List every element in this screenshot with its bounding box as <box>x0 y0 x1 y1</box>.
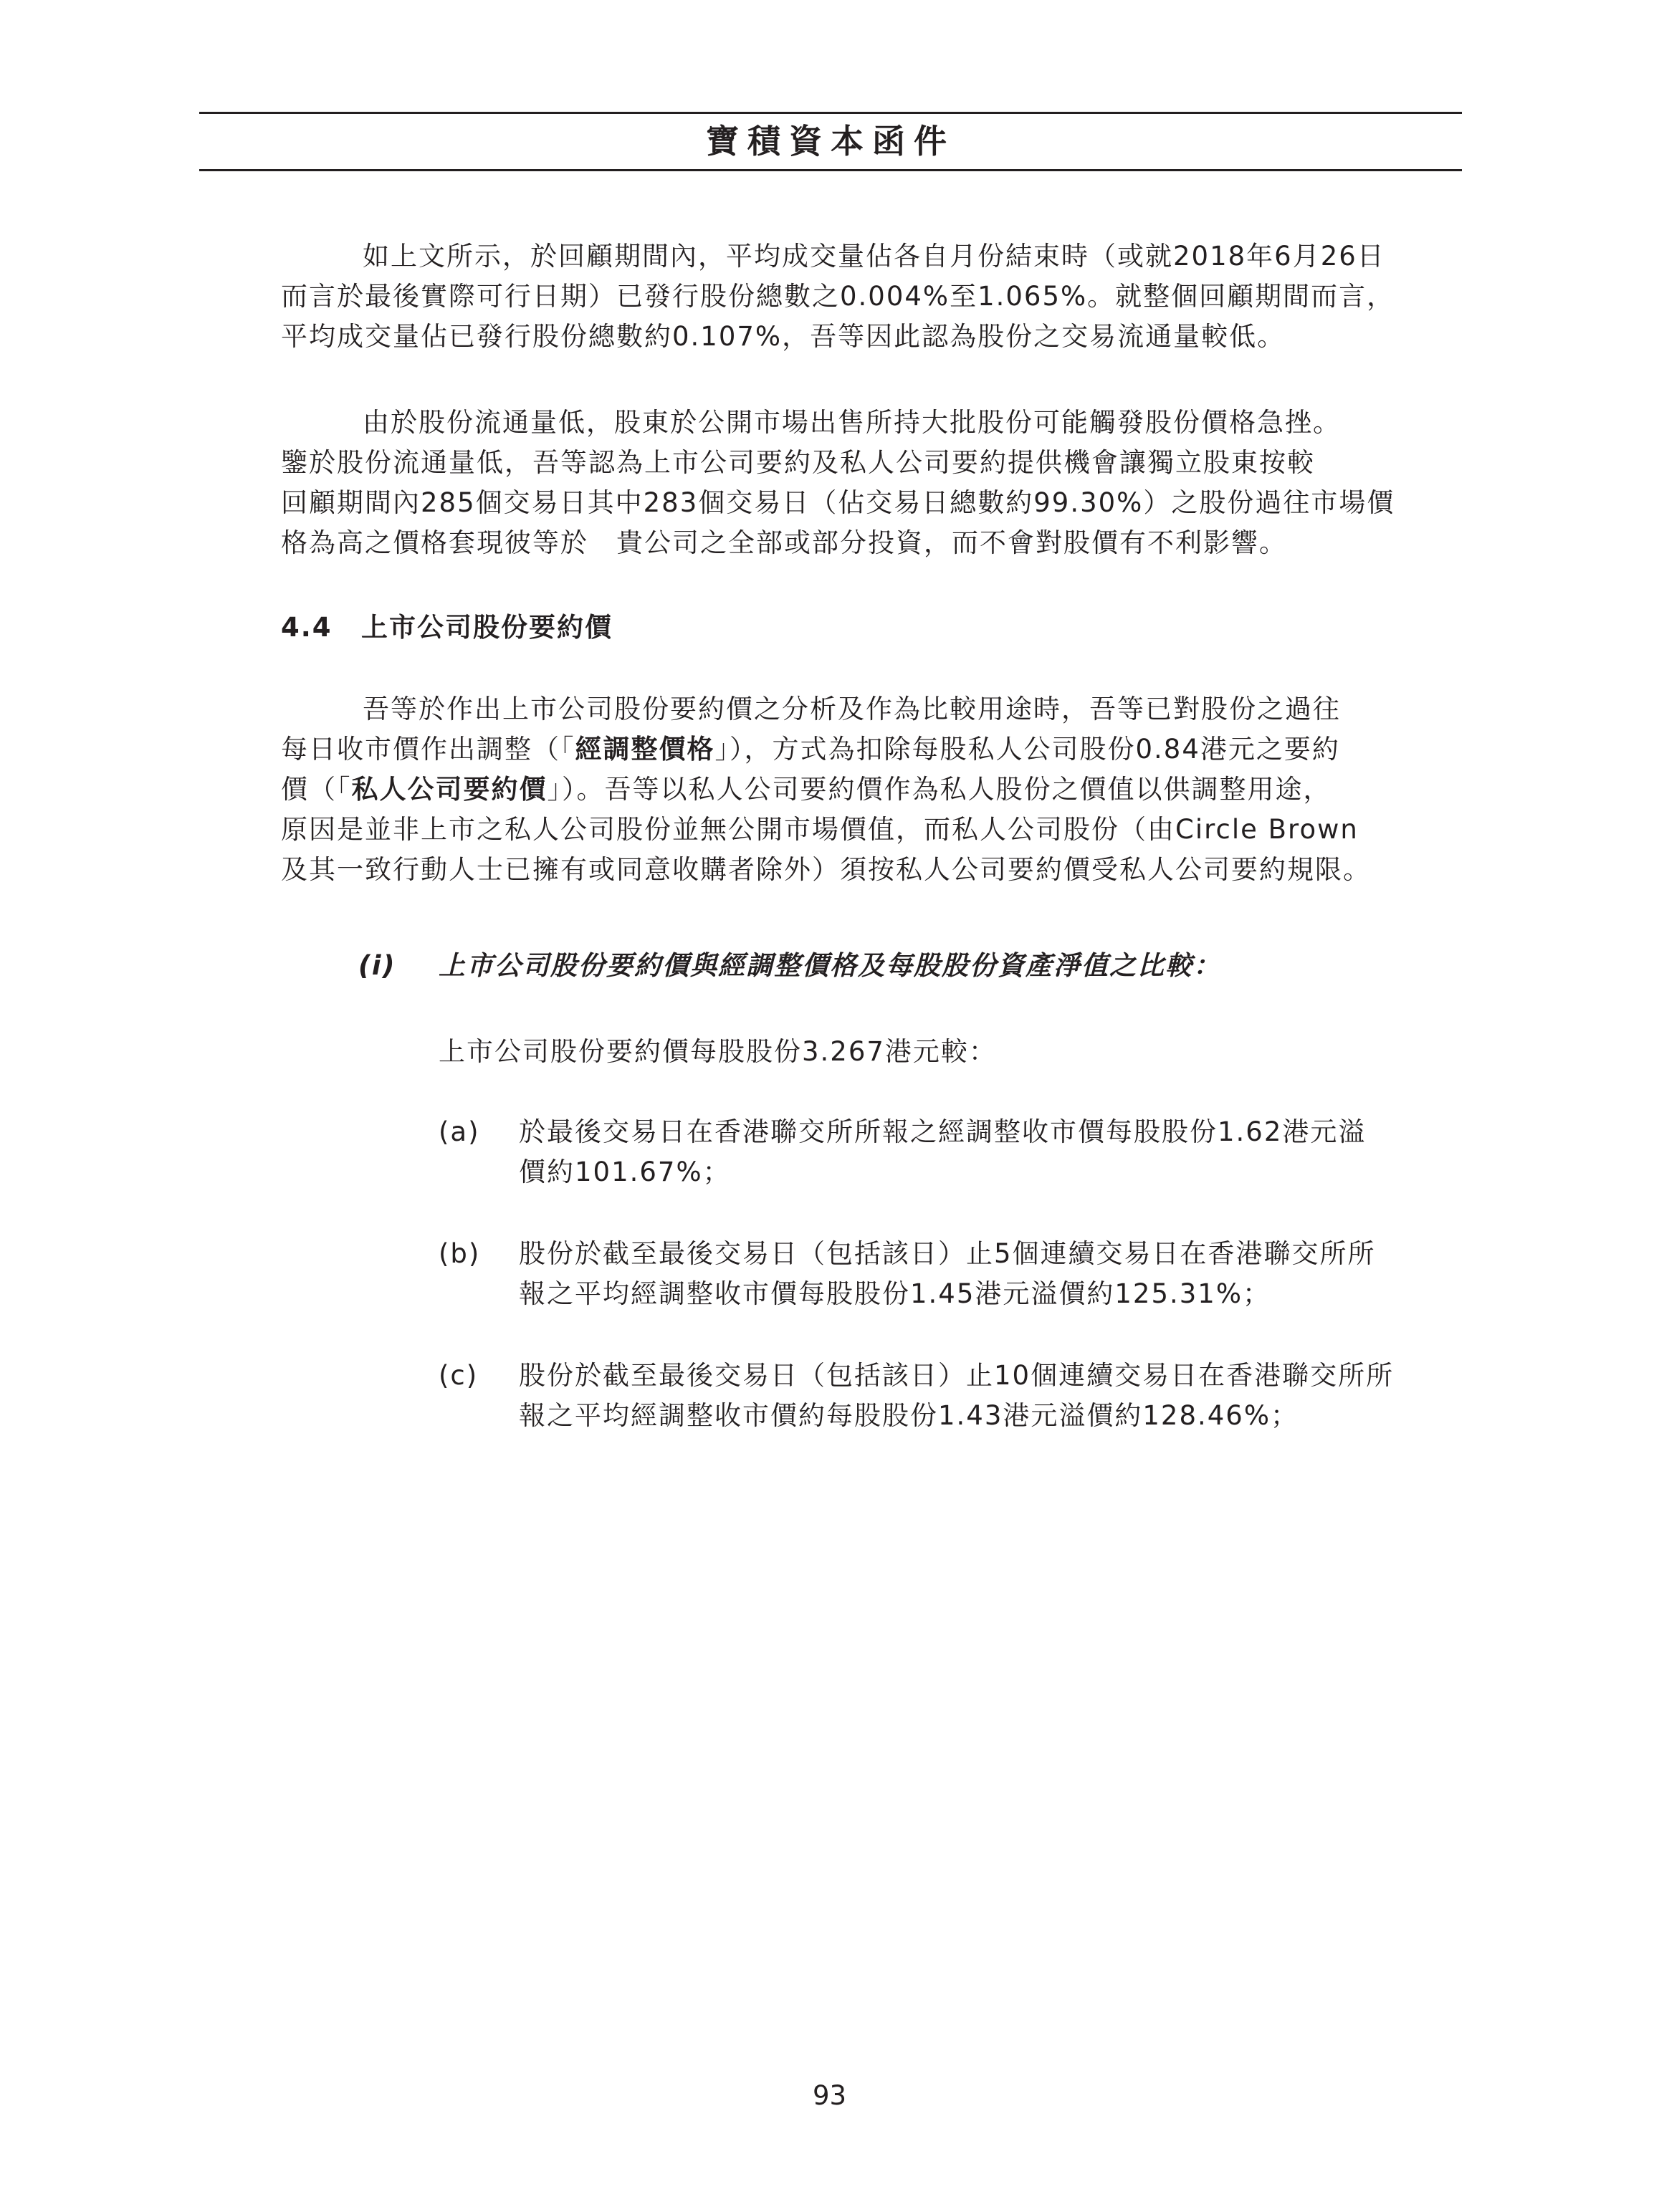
section-title: 上市公司股份要約價 <box>361 612 613 643</box>
paragraph-line <box>281 729 1462 770</box>
list-item-text <box>519 1112 1462 1192</box>
list-item-text <box>519 1356 1462 1436</box>
paragraph-line: 如上文所示，於回顧期間內，平均成交量佔各自月份結束時（或就2018年6月26日 <box>363 241 1385 272</box>
paragraph-liquidity-volume <box>281 236 1462 357</box>
paragraph-line: 回顧期間內285個交易日其中283個交易日（佔交易日總數約99.30%）之股份過往市場價 <box>281 487 1395 518</box>
list-marker: (c) <box>439 1360 479 1391</box>
offer-price-intro: 上市公司股份要約價每股股份3.267港元較： <box>439 1036 997 1067</box>
letter-header-title: 寶積資本函件 <box>706 122 955 161</box>
list-line: 於最後交易日在香港聯交所所報之經調整收市價每股股份1.62港元溢 <box>519 1116 1367 1147</box>
text-segment: 」），方式為扣除每股私人公司股份0.84港元之要約 <box>714 734 1340 765</box>
list-line: 股份於截至最後交易日（包括該日）止5個連續交易日在香港聯交所所 <box>519 1238 1376 1269</box>
list-item-b <box>439 1234 1462 1314</box>
list-line: 報之平均經調整收市價約每股股份1.43港元溢價約128.46%； <box>519 1400 1299 1431</box>
paragraph-low-liquidity <box>281 403 1462 563</box>
section-number: 4.4 <box>281 612 333 643</box>
header-bottom-rule <box>199 169 1462 171</box>
defined-term-private-offer-price: 私人公司要約價 <box>351 774 548 805</box>
subsection-title: 上市公司股份要約價與經調整價格及每股股份資產淨值之比較： <box>439 950 1221 981</box>
text-segment: 價（「 <box>281 774 352 805</box>
list-line: 股份於截至最後交易日（包括該日）止10個連續交易日在香港聯交所所 <box>519 1360 1395 1391</box>
list-line: 報之平均經調整收市價每股股份1.45港元溢價約125.31%； <box>519 1278 1271 1309</box>
list-item-a <box>439 1112 1462 1192</box>
paragraph-line: 格為高之價格套現彼等於 貴公司之全部或部分投資，而不會對股價有不利影響。 <box>281 527 1287 558</box>
paragraph-adjusted-price <box>281 689 1462 890</box>
page-number: 93 <box>812 2080 847 2111</box>
header-top-rule <box>199 112 1462 114</box>
paragraph-line: 及其一致行動人士已擁有或同意收購者除外）須按私人公司要約價受私人公司要約規限。 <box>281 854 1371 885</box>
list-marker: (a) <box>439 1116 480 1147</box>
text-segment: 」）。吾等以私人公司要約價作為私人股份之價值以供調整用途， <box>547 774 1331 805</box>
paragraph-line: 原因是並非上市之私人公司股份並無公開市場價值，而私人公司股份（由Circle Brown <box>281 814 1359 845</box>
defined-term-adjusted-price: 經調整價格 <box>575 734 715 765</box>
section-heading-4-4 <box>281 608 613 648</box>
list-item-text <box>519 1234 1462 1314</box>
paragraph-line: 而言於最後實際可行日期）已發行股份總數之0.004%至1.065%。就整個回顧期間而言， <box>281 281 1395 312</box>
paragraph-line: 吾等於作出上市公司股份要約價之分析及作為比較用途時，吾等已對股份之過往 <box>363 694 1341 724</box>
list-line: 價約101.67%； <box>519 1157 731 1187</box>
paragraph-line: 鑒於股份流通量低，吾等認為上市公司要約及私人公司要約提供機會讓獨立股東按較 <box>281 447 1315 478</box>
text-segment: 每日收市價作出調整（「 <box>281 734 575 765</box>
paragraph-line <box>281 770 1462 810</box>
subsection-heading-i <box>358 946 1221 986</box>
paragraph-line: 由於股份流通量低，股東於公開市場出售所持大批股份可能觸發股份價格急挫。 <box>363 407 1341 438</box>
list-item-c <box>439 1356 1462 1436</box>
subsection-number: (i) <box>358 950 396 981</box>
paragraph-line: 平均成交量佔已發行股份總數約0.107%，吾等因此認為股份之交易流通量較低。 <box>281 321 1286 352</box>
list-marker: (b) <box>439 1238 481 1269</box>
